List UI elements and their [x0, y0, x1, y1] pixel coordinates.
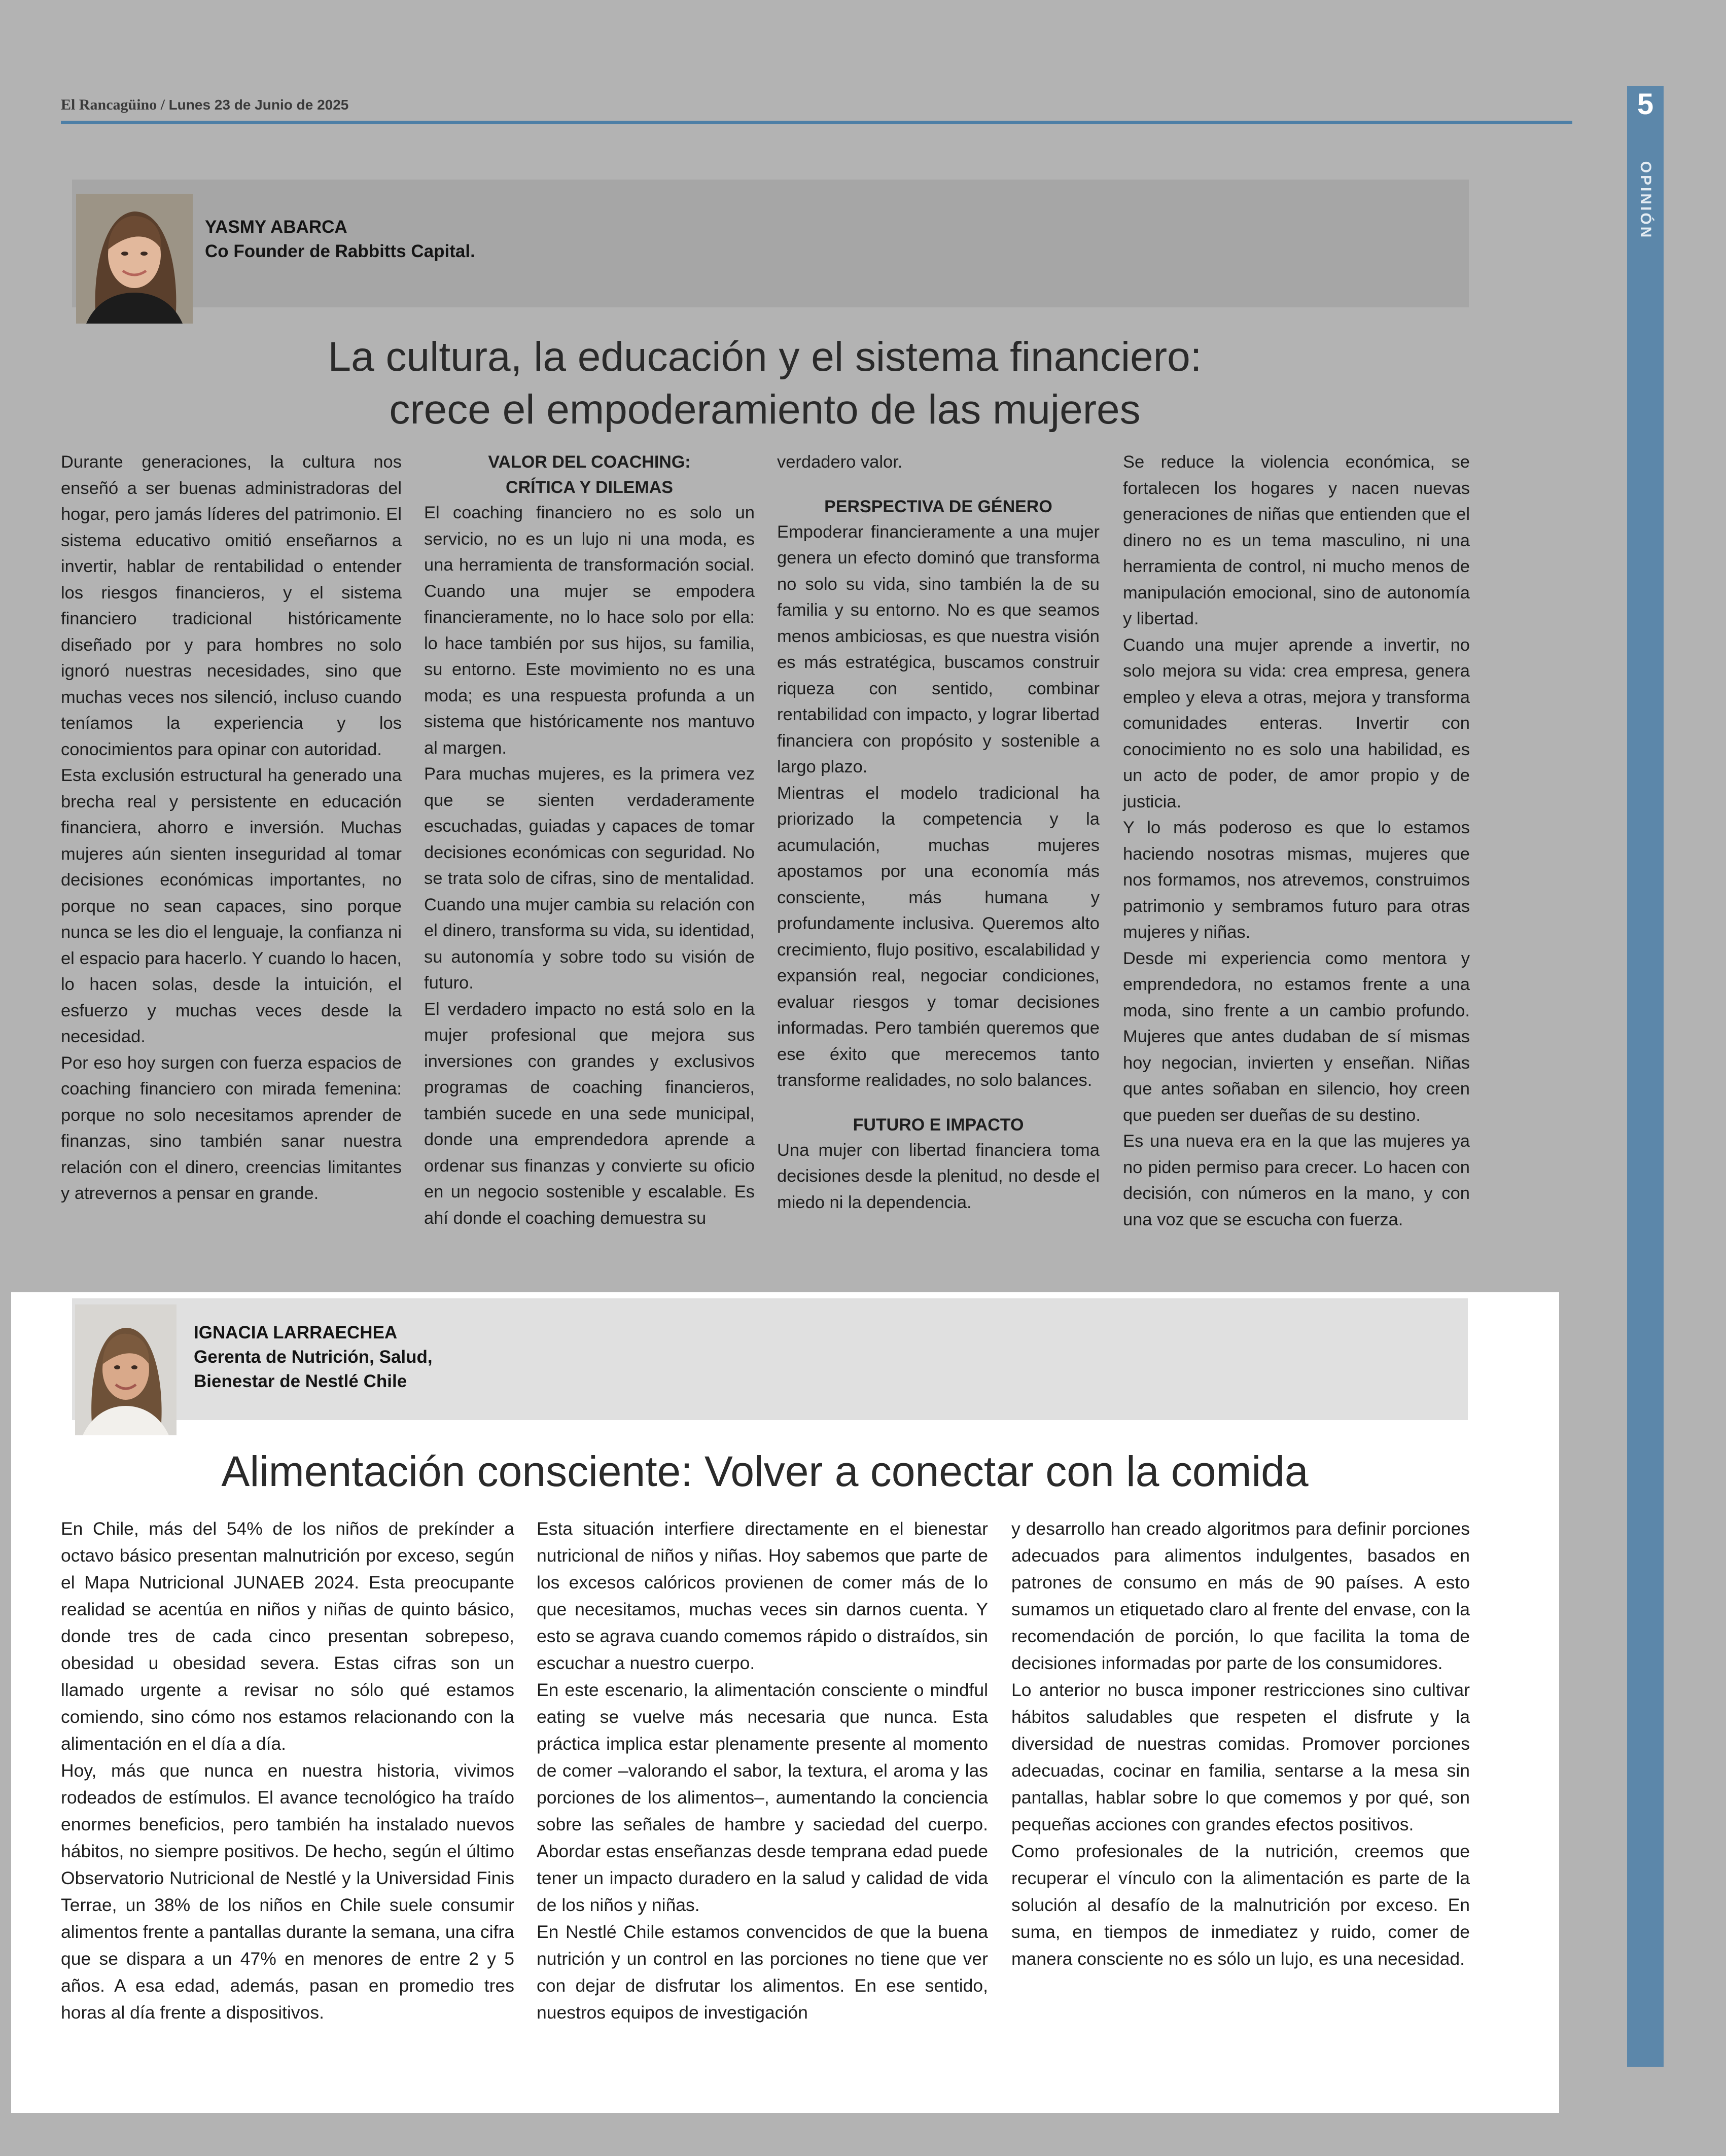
- paragraph: Esta situación interfiere directamente en el bienestar nutricional de niños y niñas. Hoy sabemos que parte de los excesos calóricos provienen de comer más de lo que necesitamos, muchas veces sin darnos cuenta. Y esto se agrava cuando comemos rápido o distraídos, sin escuchar a nuestro cuerpo.: [537, 1518, 988, 1673]
- paragraph: Para muchas mujeres, es la primera vez que se sienten verdaderamente escuchadas, guiadas y capaces de tomar decisiones económicas con seguridad. No se trata solo de cifras, sino de mentalidad. Cuando una mujer cambia su relación con el dinero, transforma su vida, su identidad, su autonomía y sobre todo su visión de futuro.: [424, 764, 755, 993]
- author-portrait-1: [76, 194, 193, 324]
- author-role-2-line-2: Bienestar de Nestlé Chile: [194, 1371, 407, 1391]
- subheading-futuro: FUTURO E IMPACTO: [853, 1115, 1024, 1135]
- paragraph: Como profesionales de la nutrición, creemos que recuperar el vínculo con la alimentación es parte de la solución al desafío de la malnutrición por exceso. En suma, en tiempos de inmediatez y ruido, comer de manera consciente no es sólo un lujo, es una necesidad.: [1011, 1841, 1470, 1969]
- paragraph: Hoy, más que nunca en nuestra historia, vivimos rodeados de estímulos. El avance tecnológico ha traído enormes beneficios, pero también ha instalado nuevos hábitos, no siempre positivos. De hecho, según el último Observatorio Nutricional de Nestlé y la Universidad Finis Terrae, un 38% de los niños en Chile suele consumir alimentos frente a pantallas durante la semana, una cifra que se dispara a un 47% en menores de entre 2 y 5 años. A esa edad, además, pasan en promedio tres horas al día frente a dispositivos.: [61, 1760, 514, 2023]
- paragraph: Lo anterior no busca imponer restricciones sino cultivar hábitos saludables que respeten el disfrute y la diversidad de nuestras comidas. Promover porciones adecuadas, cocinar en familia, sentarse a la mesa sin pantallas, hablar sobre lo que comemos y por qué, son pequeñas acciones con grandes efectos positivos.: [1011, 1680, 1470, 1834]
- paragraph: En este escenario, la alimentación consciente o mindful eating se vuelve más necesaria que nunca. Esta práctica implica estar plenamente presente al momento de comer –valorando el sabor, la textura, el aroma y las porciones de los alimentos–, aumentando la conciencia sobre las señales de hambre y saciedad del cuerpo. Abordar estas enseñanzas desde temprana edad puede tener un impacto duradero en la salud y calidad de vida de los niños y niñas.: [537, 1680, 988, 1915]
- author-name-1: YASMY ABARCA: [205, 217, 347, 237]
- issue-date: Lunes 23 de Junio de 2025: [168, 97, 349, 113]
- author-photo-2: [75, 1304, 177, 1435]
- masthead-separator: /: [160, 96, 169, 113]
- page-number: 5: [1637, 88, 1654, 121]
- article-2-column-1: [61, 1515, 514, 2026]
- paragraph: Es una nueva era en la que las mujeres ya no piden permiso para crecer. Lo hacen con decisión, con números en la mano, y con una voz que se escucha con fuerza.: [1123, 1132, 1470, 1229]
- paragraph: En Chile, más del 54% de los niños de prekínder a octavo básico presentan malnutrición por exceso, según el Mapa Nutricional JUNAEB 2024. Esta preocupante realidad se acentúa en niños y niñas de quinto básico, donde tres de cada cinco presentan sobrepeso, obesidad u obesidad severa. Estas cifras son un llamado urgente a revisar no sólo qué estamos comiendo, sino cómo nos estamos relacionando con la alimentación en el día a día.: [61, 1518, 514, 1754]
- subheading-line: CRÍTICA Y DILEMAS: [506, 478, 673, 497]
- paragraph: Una mujer con libertad financiera toma decisiones desde la plenitud, no desde el miedo ni la dependencia.: [777, 1140, 1100, 1212]
- article-1-column-2: [424, 449, 755, 1231]
- headline-2: Alimentación consciente: Volver a conectar con la comida: [221, 1447, 1309, 1495]
- author-role-1: Co Founder de Rabbitts Capital.: [205, 241, 475, 261]
- paragraph: Y lo más poderoso es que lo estamos haciendo nosotras mismas, mujeres que nos formamos, nos atrevemos, construimos patrimonio y sembramos futuro para otras mujeres y niñas.: [1123, 818, 1470, 942]
- author-role-2-line-1: Gerenta de Nutrición, Salud,: [194, 1347, 433, 1367]
- paragraph: Empoderar financieramente a una mujer genera un efecto dominó que transforma no solo su vida, sino también la de su familia y su entorno. No es que seamos menos ambiciosas, es que nuestra visión es más estratégica, buscamos construir riqueza con sentido, combinar rentabilidad con impacto, y lograr libertad financiera con propósito y sostenible a largo plazo.: [777, 522, 1100, 776]
- paragraph: Por eso hoy surgen con fuerza espacios de coaching financiero con mirada femenina: porque no solo necesitamos aprender de finanzas, sino también sanar nuestra relación con el dinero, creencias limitantes y atrevernos a pensar en grande.: [61, 1053, 402, 1203]
- subheading-line: VALOR DEL COACHING:: [488, 452, 691, 472]
- article-1-column-1: [61, 449, 402, 1207]
- paragraph: El verdadero impacto no está solo en la mujer profesional que mejora sus inversiones con grandes y exclusivos programas de coaching financieros, también sucede en una sede municipal, donde una emprendedora aprende a ordenar sus finanzas y convierte su oficio en un negocio sostenible y escalable. Es ahí donde el coaching demuestra su: [424, 999, 755, 1228]
- headline-1-line-1: La cultura, la educación y el sistema financiero:: [328, 334, 1202, 380]
- spacer: [777, 1094, 1100, 1112]
- paragraph: El coaching financiero no es solo un servicio, no es un lujo ni una moda, es una herramienta de transformación social. Cuando una mujer se empodera financieramente, no lo hace solo por ella: lo hace también por sus hijos, su familia, su entorno. Este movimiento no es una moda; es una respuesta profunda a un sistema que históricamente nos mantuvo al margen.: [424, 503, 755, 758]
- author-photo-1: [76, 194, 193, 324]
- article-1-column-4: [1123, 449, 1470, 1233]
- paragraph: Se reduce la violencia económica, se fortalecen los hogares y nacen nuevas generaciones de niñas que entienden que el dinero no es un tema masculino, ni una herramienta de control, ni mucho menos de manipulación emocional, sino de autonomía y libertad.: [1123, 452, 1470, 628]
- paragraph: Esta exclusión estructural ha generado una brecha real y persistente en educación financiera, ahorro e inversión. Muchas mujeres aún sienten inseguridad al tomar decisiones económicas importantes, no porque no sean capaces, sino porque nunca se les dio el lenguaje, la confianza ni el espacio para hacerlo. Y cuando lo hacen, lo hacen solas, desde la intuición, el esfuerzo y muchas veces desde la necesidad.: [61, 766, 402, 1046]
- section-side-bar: [1627, 86, 1664, 2067]
- paragraph: Mientras el modelo tradicional ha priorizado la competencia y la acumulación, muchas mujeres apostamos por una economía más consciente, más humana y profundamente inclusiva. Queremos alto crecimiento, flujo positivo, escalabilidad y expansión real, negociar condiciones, evaluar riesgos y tomar decisiones informadas. Pero también queremos que ese éxito que merecemos tanto transforme realidades, no solo balances.: [777, 783, 1100, 1090]
- paragraph: y desarrollo han creado algoritmos para definir porciones adecuados para alimentos indulgentes, basados en patrones de consumo en más de 90 países. A esto sumamos un etiquetado claro al frente del envase, con la recomendación de porción, lo que facilita la toma de decisiones informadas por parte de los consumidores.: [1011, 1518, 1470, 1673]
- paragraph: verdadero valor.: [777, 452, 903, 472]
- paragraph: Durante generaciones, la cultura nos enseñó a ser buenas administradoras del hogar, pero jamás líderes del patrimonio. El sistema educativo omitió enseñarnos a invertir, hablar de rentabilidad o entender los riesgos financieros, y el sistema financiero tradicional históricamente diseñado por y para hombres no solo ignoró nuestras necesidades, sino que muchas veces nos silenció, incluso cuando teníamos la experiencia y los conocimientos para opinar con autoridad.: [61, 452, 402, 759]
- section-label: [1629, 152, 1662, 249]
- article-1-column-3: [777, 449, 1100, 1216]
- subheading-perspectiva: PERSPECTIVA DE GÉNERO: [824, 497, 1052, 516]
- masthead: [61, 96, 1572, 120]
- article-2-column-2: [537, 1515, 988, 2026]
- headline-1-line-2: crece el empoderamiento de las mujeres: [389, 386, 1141, 433]
- paragraph: Cuando una mujer aprende a invertir, no solo mejora su vida: crea empresa, genera empleo y eleva a otras, mejora y transforma comunidades enteras. Invertir con conocimiento no es solo una habilidad, es un acto de poder, de amor propio y de justicia.: [1123, 635, 1470, 811]
- headline-1: [61, 331, 1469, 436]
- paragraph: Desde mi experiencia como mentora y emprendedora, no estamos frente a una moda, sino frente a un cambio profundo. Mujeres que antes dudaban de sí mismas hoy negocian, invierten y enseñan. Niñas que antes soñaban en silencio, hoy creen que pueden ser dueñas de su destino.: [1123, 948, 1470, 1125]
- header-rule: [61, 121, 1572, 124]
- author-name-2: IGNACIA LARRAECHEA: [194, 1323, 398, 1342]
- subheading-coaching: [424, 449, 755, 500]
- spacer: [777, 476, 1100, 494]
- article-2-column-3: [1011, 1515, 1470, 1972]
- author-portrait-2: [75, 1304, 177, 1435]
- publication-name: El Rancagüino: [61, 96, 157, 113]
- paragraph: En Nestlé Chile estamos convencidos de que la buena nutrición y un control en las porciones no tiene que ver con dejar de disfrutar los alimentos. En ese sentido, nuestros equipos de investigación: [537, 1922, 988, 2023]
- section-label-text: OPINIÓN: [1637, 161, 1654, 240]
